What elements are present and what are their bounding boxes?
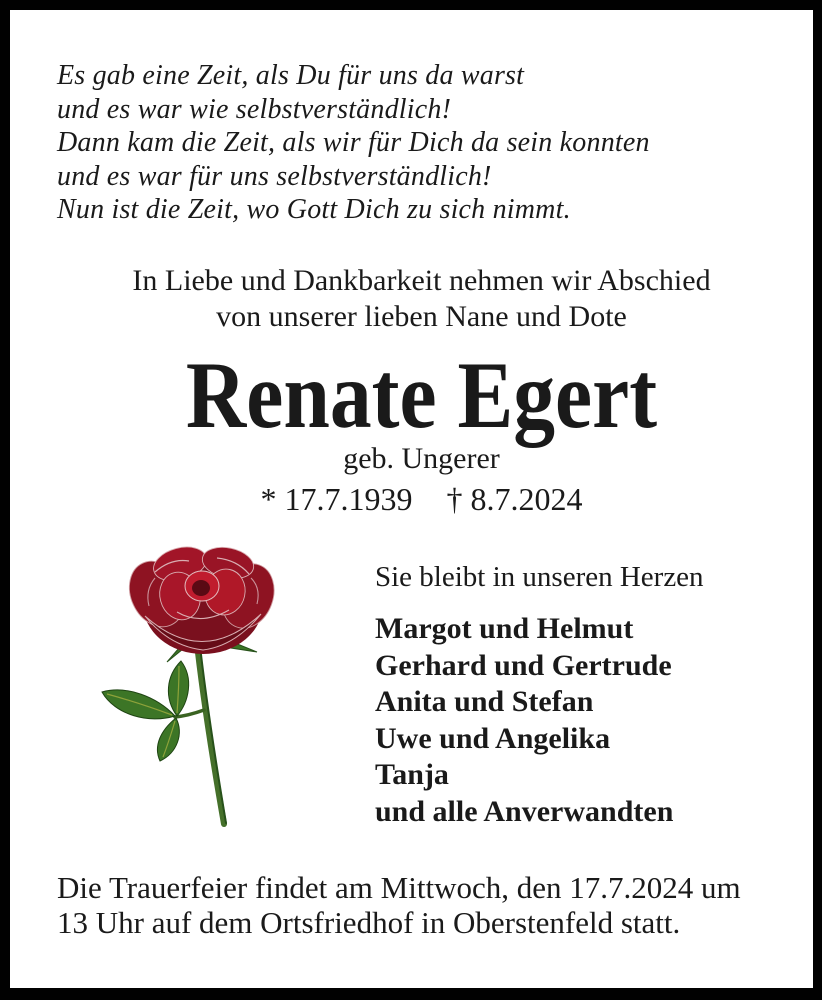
- leaf-left: [102, 690, 175, 719]
- funeral-line: 13 Uhr auf dem Ortsfriedhof in Oberstenfeld statt.: [57, 905, 681, 940]
- rose-stem: [196, 635, 224, 824]
- death-date: † 8.7.2024: [446, 481, 583, 517]
- maiden-name: geb. Ungerer: [343, 442, 500, 475]
- mourner-line: und alle Anverwandten: [375, 794, 674, 828]
- funeral-notice: [57, 870, 741, 940]
- poem-line: Dann kam die Zeit, als wir für Dich da sein konnten: [57, 127, 650, 158]
- rose-head: [119, 542, 283, 654]
- obituary-card: [10, 10, 813, 988]
- mourner-line: Tanja: [375, 758, 449, 791]
- mourner-line: Margot und Helmut: [375, 612, 634, 645]
- intro-text: [30, 263, 813, 335]
- mourners-list: [375, 611, 673, 830]
- mourner-line: Gerhard und Gertrude: [375, 648, 672, 682]
- poem-line: und es war wie selbstverständlich!: [57, 93, 452, 125]
- poem-line: Es gab eine Zeit, als Du für uns da warst: [57, 60, 525, 91]
- birth-date: * 17.7.1939: [260, 481, 413, 517]
- remembrance-line: Sie bleibt in unseren Herzen: [375, 561, 704, 593]
- poem: [57, 59, 650, 227]
- rose-stem-shadow: [199, 637, 226, 823]
- mourner-line: Anita und Stefan: [375, 685, 594, 718]
- leaf-lower: [157, 718, 179, 761]
- deceased-name: Renate Egert: [185, 342, 658, 448]
- mourner-line: Uwe und Angelika: [375, 721, 611, 755]
- poem-line: Nun ist die Zeit, wo Gott Dich zu sich nimmt.: [57, 194, 571, 225]
- rose-illustration: [85, 540, 290, 845]
- intro-line: von unserer lieben Nane und Dote: [216, 300, 627, 333]
- life-dates: [30, 481, 813, 517]
- intro-line: In Liebe und Dankbarkeit nehmen wir Abschied: [132, 264, 711, 297]
- poem-line: und es war für uns selbstverständlich!: [57, 160, 492, 192]
- funeral-line: Die Trauerfeier findet am Mittwoch, den 17.7.2024 um: [57, 870, 741, 905]
